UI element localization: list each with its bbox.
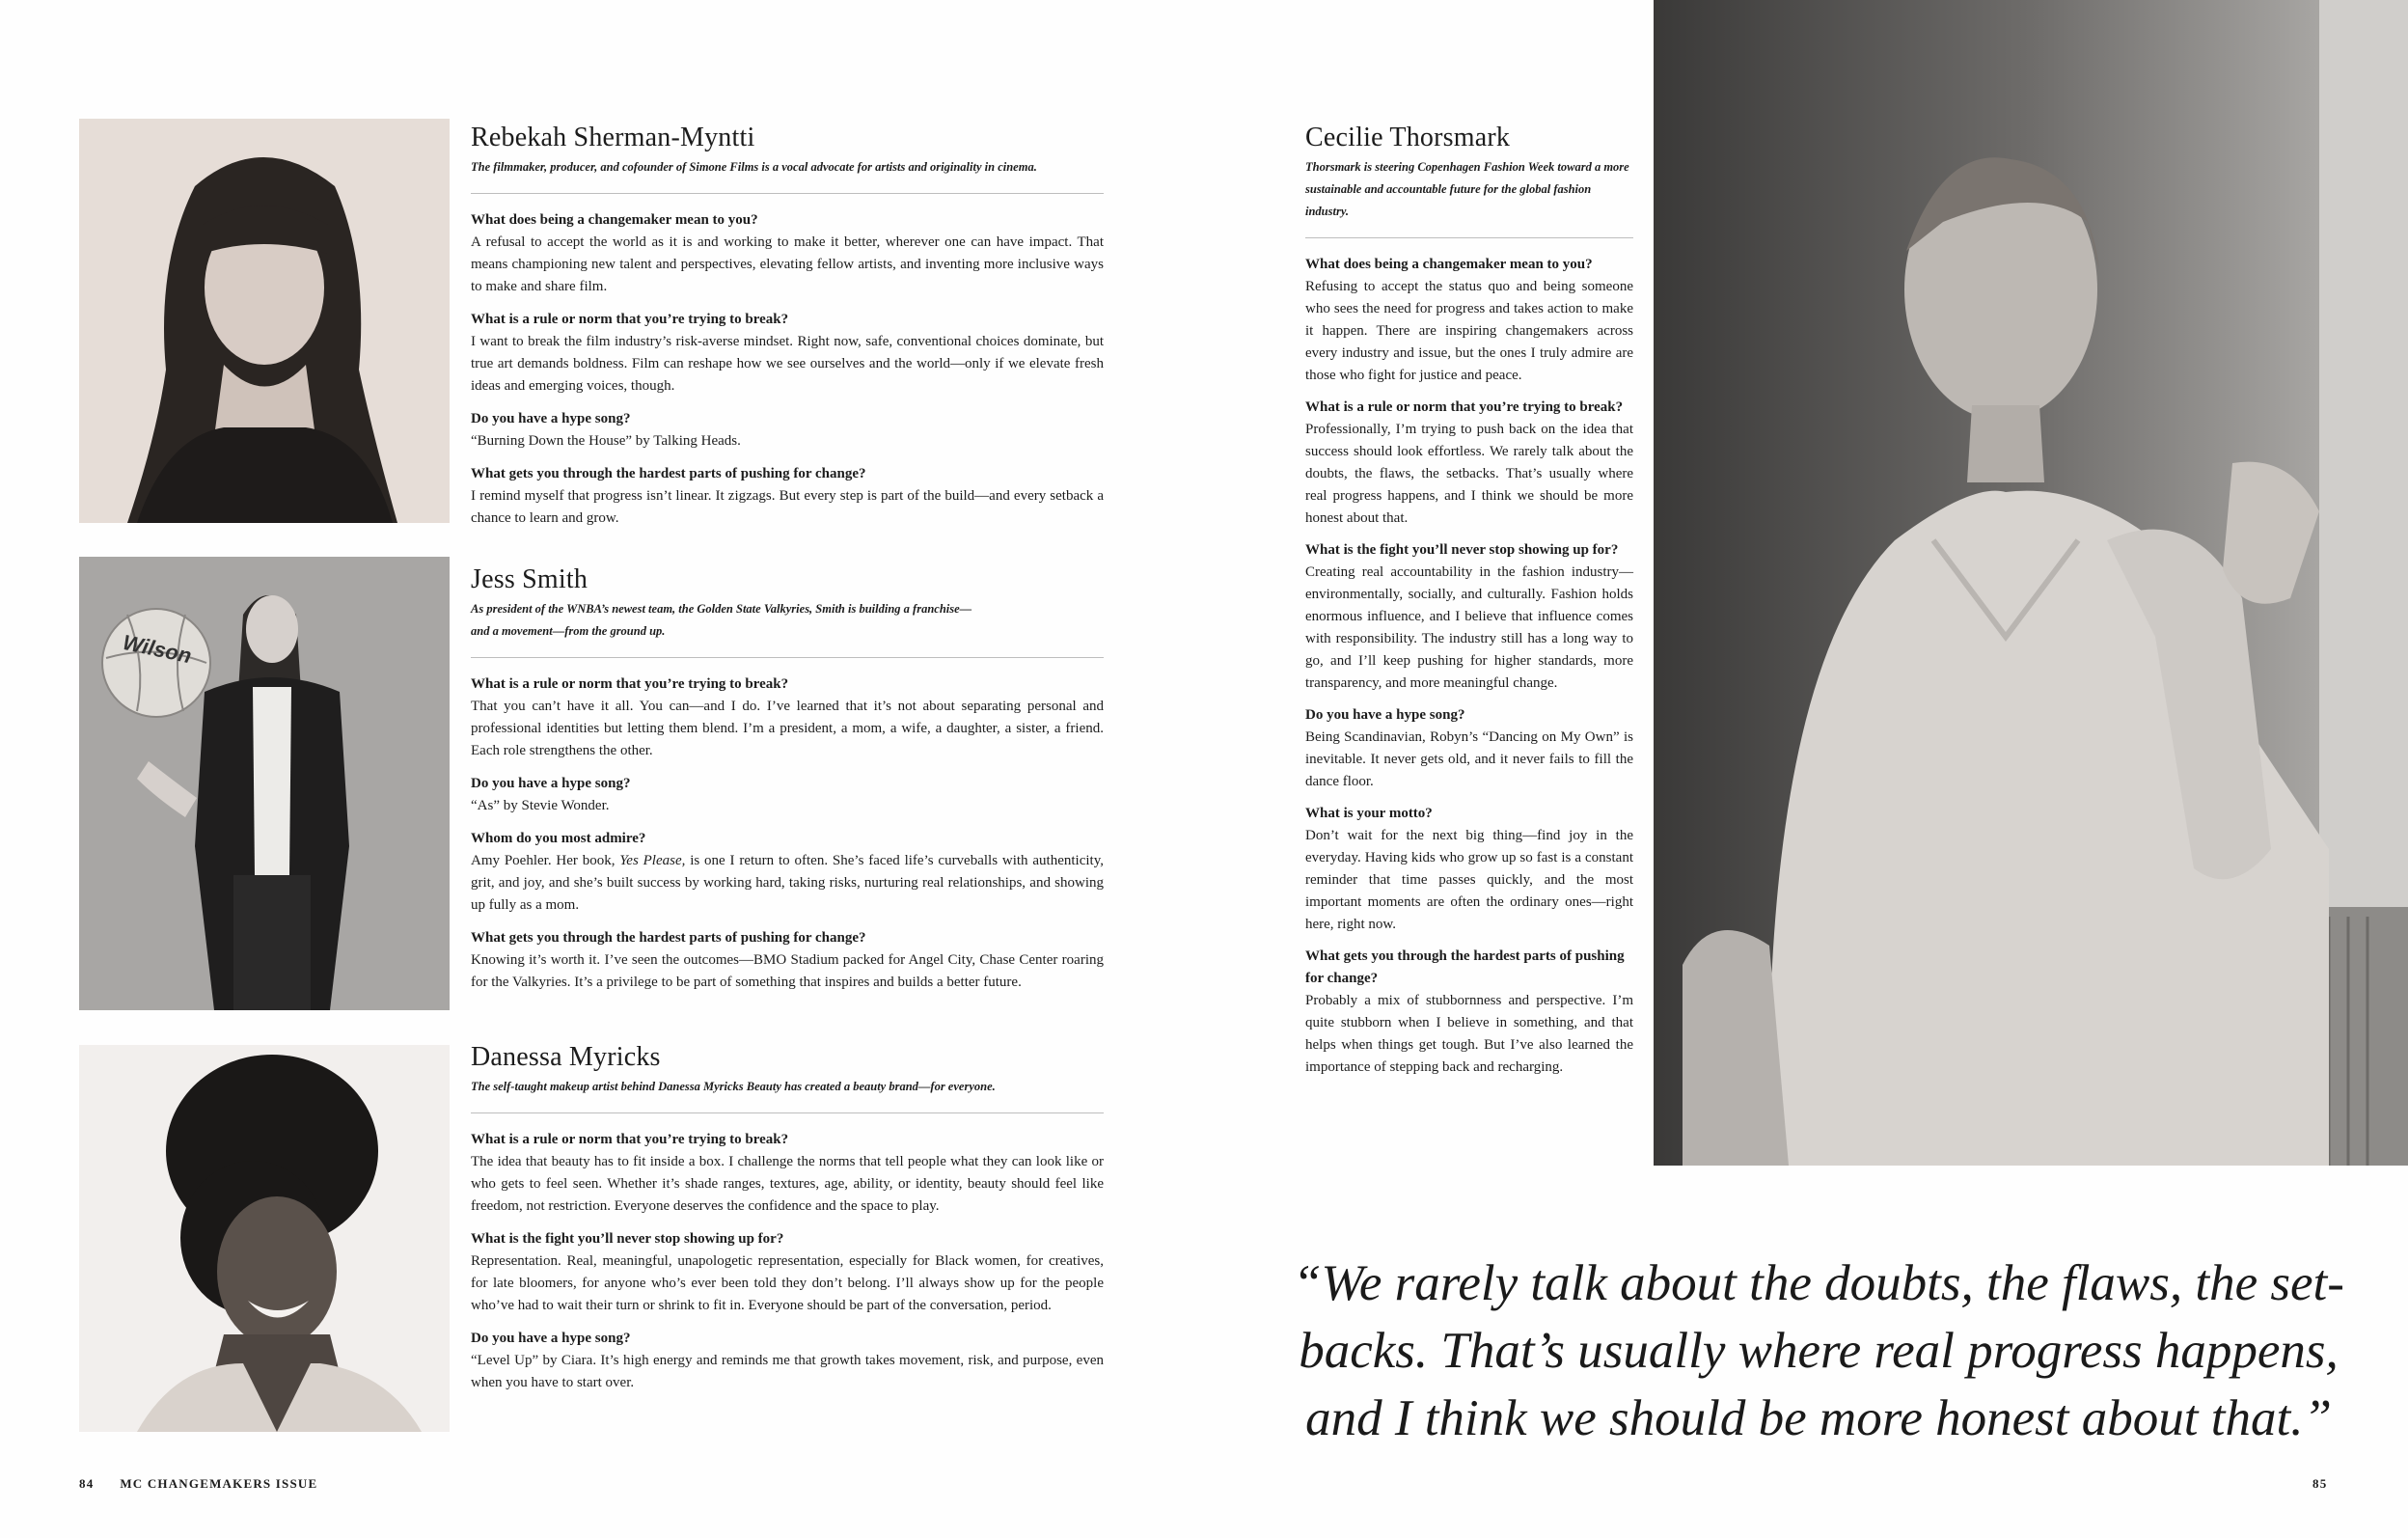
profile-name: Cecilie Thorsmark xyxy=(1305,123,1511,152)
question: What is the fight you’ll never stop showing up for? xyxy=(1305,542,1619,558)
profile-tagline: Thorsmark is steering Copenhagen Fashion Week toward a more sustainable and accountable future for the global fashion industry. xyxy=(1305,160,1629,218)
question: What does being a changemaker mean to you? xyxy=(1305,257,1593,272)
pull-quote-line: backs. That’s usually where real progress happens, xyxy=(1299,1323,2339,1379)
question: What gets you through the hardest parts of pushing for change? xyxy=(471,930,866,946)
photo-jess-smith xyxy=(79,557,450,1010)
answer xyxy=(471,850,1104,917)
profile-tagline-line1: As president of the WNBA’s newest team, the Golden State Valkyries, Smith is building a franchise— xyxy=(471,602,972,616)
question: Whom do you most admire? xyxy=(471,831,646,846)
divider xyxy=(471,657,1104,658)
basketball-brand-text: Wilson xyxy=(121,629,194,669)
question: What is a rule or norm that you’re trying to break? xyxy=(471,312,789,327)
profile-rebekah-sherman-myntti xyxy=(471,123,1104,540)
answer: That you can’t have it all. You can—and I do. I’ve learned that it’s not about separating personal and professional identities but letting them blend. I’m a president, a mom, a wife, a daughter, a sister, a friend. Each role strengthens the other. xyxy=(471,699,1104,758)
photo-rebekah-sherman-myntti xyxy=(79,119,450,523)
answer: I want to break the film industry’s risk-averse mindset. Right now, safe, conventional choices dominate, but true art demands boldness. Film can reshape how we see ourselves and the world—only if we elevate fresh ideas and emerging voices, though. xyxy=(471,334,1104,394)
question: Do you have a hype song? xyxy=(471,411,631,426)
profile-name: Jess Smith xyxy=(471,564,588,594)
profile-name: Danessa Myricks xyxy=(471,1042,661,1072)
question: What gets you through the hardest parts of pushing for change? xyxy=(1305,948,1625,986)
question: What gets you through the hardest parts of pushing for change? xyxy=(471,466,866,481)
question: What is your motto? xyxy=(1305,806,1433,821)
profile-name: Rebekah Sherman-Myntti xyxy=(471,123,755,152)
answer-part: Amy Poehler. Her book, xyxy=(471,853,620,868)
answer: “As” by Stevie Wonder. xyxy=(471,798,610,813)
answer: Representation. Real, meaningful, unapologetic representation, especially for Black women, for creatives, for late bloomers, for anyone who’s ever been told they don’t belong. I’ll always show up for the people who’ve had to wait their turn or shrink to fit in. Everyone should be part of the conversation, period. xyxy=(471,1253,1104,1313)
profile-tagline: The filmmaker, producer, and cofounder of Simone Films is a vocal advocate for artists and originality in cinema. xyxy=(471,160,1037,174)
footer-left xyxy=(79,1476,317,1492)
photo-cecilie-thorsmark xyxy=(1654,0,2408,1166)
answer: “Level Up” by Ciara. It’s high energy and reminds me that growth takes movement, risk, and purpose, even when you have to start over. xyxy=(471,1353,1104,1390)
question: Do you have a hype song? xyxy=(471,776,631,791)
profile-tagline xyxy=(471,598,1104,643)
divider xyxy=(471,193,1104,194)
profile-danessa-myricks xyxy=(471,1042,1104,1405)
divider xyxy=(1305,237,1633,238)
answer: Professionally, I’m trying to push back on the idea that success should look effortless. We rarely talk about the doubts, the flaws, the setbacks. That’s usually where real progress happens, and I think we should be more honest about that. xyxy=(1305,422,1633,526)
profile-cecilie-thorsmark xyxy=(1305,123,1633,1088)
divider xyxy=(471,1112,1104,1113)
book-title: Yes Please, xyxy=(619,853,686,868)
pull-quote-line: and I think we should be more honest about that.” xyxy=(1305,1390,2332,1446)
photo-danessa-myricks xyxy=(79,1045,450,1432)
footer-right xyxy=(2312,1476,2327,1492)
answer: Refusing to accept the status quo and being someone who sees the need for progress and takes action to make it happen. There are inspiring changemakers across every industry and issue, but the ones I truly admire are those who fight for justice and peace. xyxy=(1305,279,1633,383)
answer: Creating real accountability in the fashion industry—environmentally, socially, and culturally. Fashion holds enormous influence, and I believe that influence comes with responsibility. The industry still has a long way to go, and I’ll keep pushing for higher standards, more transparency, and more meaningful change. xyxy=(1305,564,1633,691)
section-title: MC CHANGEMAKERS ISSUE xyxy=(120,1476,318,1491)
page-number: 84 xyxy=(79,1476,95,1491)
question: What is the fight you’ll never stop showing up for? xyxy=(471,1231,784,1247)
answer: I remind myself that progress isn’t linear. It zigzags. But every step is part of the build—and every setback a chance to learn and grow. xyxy=(471,488,1104,526)
question: What is a rule or norm that you’re trying to break? xyxy=(471,676,789,692)
profile-tagline: The self-taught makeup artist behind Danessa Myricks Beauty has created a beauty brand—for everyone. xyxy=(471,1080,996,1093)
profile-jess-smith xyxy=(471,564,1104,1004)
question: What does being a changemaker mean to you? xyxy=(471,212,758,228)
answer: Don’t wait for the next big thing—find joy in the everyday. Having kids who grow up so fast is a constant reminder that time passes quickly, and the most important moments are often the ordinary ones—right here, right now. xyxy=(1305,828,1633,932)
question: What is a rule or norm that you’re trying to break? xyxy=(1305,399,1624,415)
page-number: 85 xyxy=(2312,1476,2328,1491)
pull-quote xyxy=(1273,1250,2364,1452)
answer: “Burning Down the House” by Talking Heads. xyxy=(471,433,741,449)
question: What is a rule or norm that you’re trying to break? xyxy=(471,1132,789,1147)
answer: Probably a mix of stubbornness and perspective. I’m quite stubborn when I believe in something, and that helps when things get tough. But I’ve also learned the importance of stepping back and recharging. xyxy=(1305,993,1633,1075)
answer: A refusal to accept the world as it is and working to make it better, wherever one can have impact. That means championing new talent and perspectives, elevating fellow artists, and inventing more inclusive ways to make and share film. xyxy=(471,234,1104,294)
answer: Being Scandinavian, Robyn’s “Dancing on My Own” is inevitable. It never gets old, and it never fails to fill the dance floor. xyxy=(1305,729,1633,789)
answer: Knowing it’s worth it. I’ve seen the outcomes—BMO Stadium packed for Angel City, Chase Center roaring for the Valkyries. It’s a privilege to be part of something that inspires and builds a better future. xyxy=(471,952,1104,990)
question: Do you have a hype song? xyxy=(471,1331,631,1346)
answer: The idea that beauty has to fit inside a box. I challenge the norms that tell people what they can look like or who gets to feel seen. Whether it’s shade ranges, textures, age, ability, or identity, beauty should feel like freedom, not restriction. Everyone deserves the confidence and the space to play. xyxy=(471,1154,1104,1214)
question: Do you have a hype song? xyxy=(1305,707,1465,723)
answer-part: is one I return to often. She’s faced life’s curveballs with authenticity, grit, and joy, and she’s built success by working hard, taking risks, nurturing real relationships, and showing up fully as a mom. xyxy=(471,853,1104,913)
pull-quote-line: “We rarely talk about the doubts, the flaws, the set- xyxy=(1293,1255,2344,1311)
profile-tagline-line2: and a movement—from the ground up. xyxy=(471,624,666,638)
